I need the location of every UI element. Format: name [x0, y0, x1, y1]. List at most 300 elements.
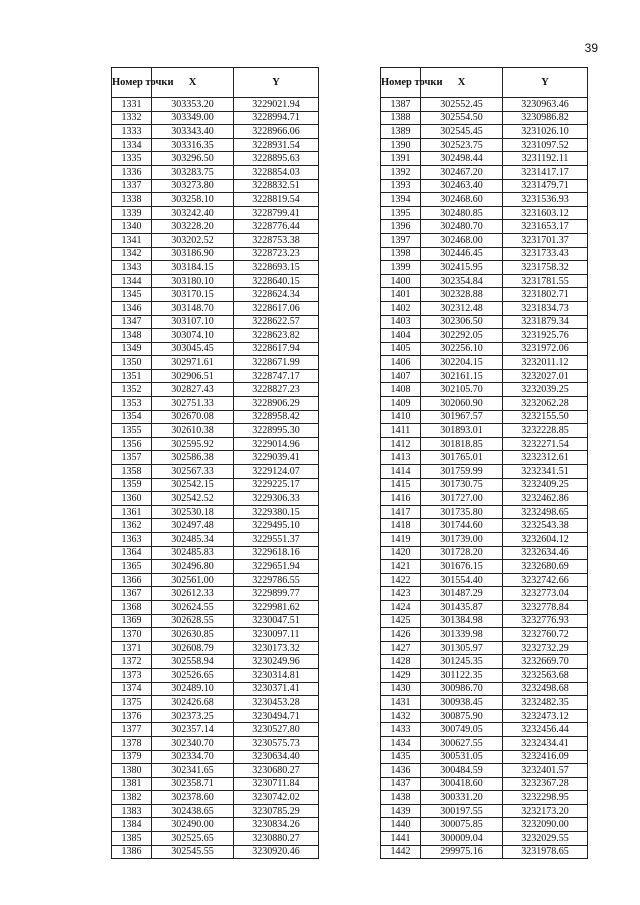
table-row	[112, 465, 319, 479]
point-number-cell: 1439	[381, 804, 421, 818]
x-cell: 301739.00	[421, 533, 503, 547]
table-row	[381, 152, 588, 166]
point-number-cell: 1431	[381, 696, 421, 710]
y-cell: 3232498.68	[503, 682, 588, 696]
y-cell: 3230785.29	[234, 804, 319, 818]
point-number-cell: 1410	[381, 410, 421, 424]
y-cell: 3230711.84	[234, 777, 319, 791]
x-cell: 302751.33	[152, 397, 234, 411]
table-row	[381, 764, 588, 778]
point-number-cell: 1403	[381, 315, 421, 329]
x-cell: 302526.65	[152, 668, 234, 682]
y-cell: 3228622.57	[234, 315, 319, 329]
table-row	[381, 696, 588, 710]
point-number-cell: 1341	[112, 233, 152, 247]
point-number-cell: 1343	[112, 261, 152, 275]
x-cell: 301893.01	[421, 424, 503, 438]
y-cell: 3231603.12	[503, 206, 588, 220]
x-cell: 302497.48	[152, 519, 234, 533]
point-number-cell: 1435	[381, 750, 421, 764]
y-cell: 3232271.54	[503, 437, 588, 451]
point-number-cell: 1363	[112, 533, 152, 547]
point-number-cell: 1440	[381, 818, 421, 832]
point-number-cell: 1356	[112, 437, 152, 451]
y-cell: 3228966.06	[234, 125, 319, 139]
x-cell: 302341.65	[152, 764, 234, 778]
table-row	[112, 845, 319, 859]
table-row	[381, 723, 588, 737]
x-cell: 299975.16	[421, 845, 503, 859]
y-cell: 3228640.15	[234, 274, 319, 288]
y-cell: 3232062.28	[503, 397, 588, 411]
x-cell: 302498.44	[421, 152, 503, 166]
table-row	[381, 655, 588, 669]
point-number-cell: 1442	[381, 845, 421, 859]
point-number-cell: 1395	[381, 206, 421, 220]
y-cell: 3232090.00	[503, 818, 588, 832]
x-cell: 301765.01	[421, 451, 503, 465]
x-cell: 302446.45	[421, 247, 503, 261]
table-row	[381, 193, 588, 207]
x-cell: 302558.94	[152, 655, 234, 669]
x-cell: 300197.55	[421, 804, 503, 818]
x-cell: 302545.45	[421, 125, 503, 139]
x-cell: 303296.50	[152, 152, 234, 166]
table-row	[381, 505, 588, 519]
y-cell: 3230314.81	[234, 668, 319, 682]
table-row	[112, 451, 319, 465]
x-cell: 300749.05	[421, 723, 503, 737]
point-number-cell: 1342	[112, 247, 152, 261]
point-number-cell: 1347	[112, 315, 152, 329]
y-cell: 3231802.71	[503, 288, 588, 302]
y-cell: 3228617.06	[234, 301, 319, 315]
x-cell: 302306.50	[421, 315, 503, 329]
y-cell: 3228693.15	[234, 261, 319, 275]
x-cell: 302612.33	[152, 587, 234, 601]
table-row	[381, 736, 588, 750]
table-row	[112, 138, 319, 152]
point-number-cell: 1358	[112, 465, 152, 479]
point-number-cell: 1408	[381, 383, 421, 397]
y-cell: 3229786.55	[234, 573, 319, 587]
point-number-cell: 1332	[112, 111, 152, 125]
point-number-cell: 1383	[112, 804, 152, 818]
x-cell: 303258.10	[152, 193, 234, 207]
table-row	[112, 546, 319, 560]
table-row	[381, 587, 588, 601]
x-cell: 303343.40	[152, 125, 234, 139]
x-cell: 300531.05	[421, 750, 503, 764]
point-number-cell: 1415	[381, 478, 421, 492]
x-cell: 302525.65	[152, 832, 234, 846]
point-number-cell: 1438	[381, 791, 421, 805]
y-cell: 3232760.72	[503, 628, 588, 642]
table-row	[381, 804, 588, 818]
table-row	[112, 600, 319, 614]
point-number-cell: 1380	[112, 764, 152, 778]
x-cell: 303184.15	[152, 261, 234, 275]
x-cell: 302468.00	[421, 233, 503, 247]
x-cell: 302906.51	[152, 369, 234, 383]
table-row	[112, 682, 319, 696]
table-row	[112, 125, 319, 139]
y-cell: 3232773.04	[503, 587, 588, 601]
y-cell: 3230742.02	[234, 791, 319, 805]
y-cell: 3228827.23	[234, 383, 319, 397]
x-cell: 303353.20	[152, 98, 234, 112]
x-cell: 301384.98	[421, 614, 503, 628]
point-number-cell: 1373	[112, 668, 152, 682]
point-number-cell: 1429	[381, 668, 421, 682]
y-cell: 3232604.12	[503, 533, 588, 547]
x-cell: 302624.55	[152, 600, 234, 614]
table-row	[112, 478, 319, 492]
y-cell: 3228799.41	[234, 206, 319, 220]
table-row	[112, 152, 319, 166]
x-cell: 302256.10	[421, 342, 503, 356]
y-cell: 3228747.17	[234, 369, 319, 383]
x-cell: 303180.10	[152, 274, 234, 288]
y-cell: 3232680.69	[503, 560, 588, 574]
table-row	[112, 533, 319, 547]
y-cell: 3232498.65	[503, 505, 588, 519]
y-cell: 3232341.51	[503, 465, 588, 479]
table-row	[112, 818, 319, 832]
y-cell: 3229380.15	[234, 505, 319, 519]
y-cell: 3231925.76	[503, 329, 588, 343]
y-cell: 3228776.44	[234, 220, 319, 234]
x-cell: 301554.40	[421, 573, 503, 587]
x-cell: 300009.04	[421, 832, 503, 846]
table-header-row	[381, 68, 588, 98]
header-x: X	[152, 68, 234, 98]
table-row	[112, 723, 319, 737]
y-cell: 3230494.71	[234, 709, 319, 723]
y-cell: 3228906.29	[234, 397, 319, 411]
x-cell: 301730.75	[421, 478, 503, 492]
x-cell: 302438.65	[152, 804, 234, 818]
x-cell: 302373.25	[152, 709, 234, 723]
y-cell: 3228623.82	[234, 329, 319, 343]
table-row	[112, 356, 319, 370]
point-number-cell: 1420	[381, 546, 421, 560]
point-number-cell: 1416	[381, 492, 421, 506]
x-cell: 302530.18	[152, 505, 234, 519]
y-cell: 3232434.41	[503, 736, 588, 750]
table-row	[381, 315, 588, 329]
y-cell: 3230527.80	[234, 723, 319, 737]
x-cell: 302204.15	[421, 356, 503, 370]
point-number-cell: 1393	[381, 179, 421, 193]
table-row	[112, 492, 319, 506]
y-cell: 3229618.16	[234, 546, 319, 560]
x-cell: 300627.55	[421, 736, 503, 750]
table-row	[112, 410, 319, 424]
x-cell: 302340.70	[152, 736, 234, 750]
table-row	[112, 261, 319, 275]
x-cell: 302628.55	[152, 614, 234, 628]
x-cell: 302827.43	[152, 383, 234, 397]
y-cell: 3228819.54	[234, 193, 319, 207]
header-point-number: Номер точки	[112, 68, 152, 98]
x-cell: 301245.35	[421, 655, 503, 669]
table-row	[112, 288, 319, 302]
y-cell: 3230453.28	[234, 696, 319, 710]
y-cell: 3232027.01	[503, 369, 588, 383]
point-number-cell: 1337	[112, 179, 152, 193]
x-cell: 302463.40	[421, 179, 503, 193]
y-cell: 3230986.82	[503, 111, 588, 125]
table-row	[112, 437, 319, 451]
y-cell: 3232462.86	[503, 492, 588, 506]
y-cell: 3232742.66	[503, 573, 588, 587]
table-header-row	[112, 68, 319, 98]
y-cell: 3228995.30	[234, 424, 319, 438]
table-row	[112, 165, 319, 179]
point-number-cell: 1340	[112, 220, 152, 234]
point-number-cell: 1425	[381, 614, 421, 628]
table-row	[381, 492, 588, 506]
point-number-cell: 1376	[112, 709, 152, 723]
table-row	[112, 587, 319, 601]
table-row	[112, 560, 319, 574]
point-number-cell: 1368	[112, 600, 152, 614]
table-row	[381, 519, 588, 533]
y-cell: 3228994.71	[234, 111, 319, 125]
point-number-cell: 1430	[381, 682, 421, 696]
y-cell: 3232732.29	[503, 641, 588, 655]
point-number-cell: 1344	[112, 274, 152, 288]
y-cell: 3229124.07	[234, 465, 319, 479]
table-row	[381, 437, 588, 451]
x-cell: 303074.10	[152, 329, 234, 343]
table-row	[381, 709, 588, 723]
table-row	[112, 573, 319, 587]
point-number-cell: 1406	[381, 356, 421, 370]
table-row	[381, 220, 588, 234]
point-number-cell: 1375	[112, 696, 152, 710]
point-number-cell: 1346	[112, 301, 152, 315]
x-cell: 301676.15	[421, 560, 503, 574]
x-cell: 302595.92	[152, 437, 234, 451]
point-number-cell: 1412	[381, 437, 421, 451]
y-cell: 3232312.61	[503, 451, 588, 465]
x-cell: 301487.29	[421, 587, 503, 601]
x-cell: 302485.34	[152, 533, 234, 547]
point-number-cell: 1348	[112, 329, 152, 343]
point-number-cell: 1432	[381, 709, 421, 723]
x-cell: 302480.85	[421, 206, 503, 220]
y-cell: 3228931.54	[234, 138, 319, 152]
point-number-cell: 1407	[381, 369, 421, 383]
y-cell: 3231536.93	[503, 193, 588, 207]
table-row	[112, 777, 319, 791]
point-number-cell: 1394	[381, 193, 421, 207]
point-number-cell: 1365	[112, 560, 152, 574]
x-cell: 302670.08	[152, 410, 234, 424]
point-number-cell: 1335	[112, 152, 152, 166]
x-cell: 302523.75	[421, 138, 503, 152]
point-number-cell: 1334	[112, 138, 152, 152]
table-row	[381, 274, 588, 288]
x-cell: 301435.87	[421, 600, 503, 614]
x-cell: 302586.38	[152, 451, 234, 465]
y-cell: 3232482.35	[503, 696, 588, 710]
right-table-body	[381, 98, 588, 859]
x-cell: 303349.00	[152, 111, 234, 125]
y-cell: 3229551.37	[234, 533, 319, 547]
header-y: Y	[503, 68, 588, 98]
y-cell: 3232409.25	[503, 478, 588, 492]
point-number-cell: 1389	[381, 125, 421, 139]
table-row	[381, 750, 588, 764]
point-number-cell: 1434	[381, 736, 421, 750]
y-cell: 3228723.23	[234, 247, 319, 261]
table-row	[381, 369, 588, 383]
point-number-cell: 1424	[381, 600, 421, 614]
x-cell: 302105.70	[421, 383, 503, 397]
table-row	[381, 329, 588, 343]
y-cell: 3232473.12	[503, 709, 588, 723]
y-cell: 3231978.65	[503, 845, 588, 859]
point-number-cell: 1422	[381, 573, 421, 587]
table-row	[381, 791, 588, 805]
point-number-cell: 1361	[112, 505, 152, 519]
point-number-cell: 1405	[381, 342, 421, 356]
table-row	[381, 125, 588, 139]
table-row	[381, 301, 588, 315]
point-number-cell: 1387	[381, 98, 421, 112]
y-cell: 3232011.12	[503, 356, 588, 370]
table-row	[112, 98, 319, 112]
y-cell: 3229899.77	[234, 587, 319, 601]
y-cell: 3229306.33	[234, 492, 319, 506]
point-number-cell: 1436	[381, 764, 421, 778]
point-number-cell: 1409	[381, 397, 421, 411]
table-row	[112, 193, 319, 207]
x-cell: 303107.10	[152, 315, 234, 329]
table-row	[112, 301, 319, 315]
y-cell: 3232776.93	[503, 614, 588, 628]
point-number-cell: 1396	[381, 220, 421, 234]
table-row	[112, 668, 319, 682]
point-number-cell: 1360	[112, 492, 152, 506]
point-number-cell: 1426	[381, 628, 421, 642]
y-cell: 3231701.37	[503, 233, 588, 247]
x-cell: 301735.80	[421, 505, 503, 519]
x-cell: 302630.85	[152, 628, 234, 642]
table-row	[112, 179, 319, 193]
x-cell: 302312.48	[421, 301, 503, 315]
point-number-cell: 1379	[112, 750, 152, 764]
x-cell: 302354.84	[421, 274, 503, 288]
table-row	[381, 465, 588, 479]
left-table-body	[112, 98, 319, 859]
x-cell: 302480.70	[421, 220, 503, 234]
x-cell: 300986.70	[421, 682, 503, 696]
x-cell: 300331.20	[421, 791, 503, 805]
x-cell: 302485.83	[152, 546, 234, 560]
point-number-cell: 1351	[112, 369, 152, 383]
x-cell: 302608.79	[152, 641, 234, 655]
x-cell: 303316.35	[152, 138, 234, 152]
x-cell: 303148.70	[152, 301, 234, 315]
point-number-cell: 1392	[381, 165, 421, 179]
point-number-cell: 1336	[112, 165, 152, 179]
table-row	[381, 560, 588, 574]
point-number-cell: 1338	[112, 193, 152, 207]
x-cell: 302378.60	[152, 791, 234, 805]
point-number-cell: 1441	[381, 832, 421, 846]
x-cell: 300938.45	[421, 696, 503, 710]
y-cell: 3232669.70	[503, 655, 588, 669]
table-row	[112, 274, 319, 288]
x-cell: 302489.10	[152, 682, 234, 696]
point-number-cell: 1372	[112, 655, 152, 669]
table-row	[112, 791, 319, 805]
point-number-cell: 1418	[381, 519, 421, 533]
point-number-cell: 1333	[112, 125, 152, 139]
point-number-cell: 1362	[112, 519, 152, 533]
y-cell: 3232456.44	[503, 723, 588, 737]
point-number-cell: 1366	[112, 573, 152, 587]
x-cell: 302415.95	[421, 261, 503, 275]
x-cell: 302610.38	[152, 424, 234, 438]
x-cell: 302357.14	[152, 723, 234, 737]
table-row	[112, 206, 319, 220]
point-number-cell: 1352	[112, 383, 152, 397]
x-cell: 302542.52	[152, 492, 234, 506]
table-row	[112, 655, 319, 669]
x-cell: 302468.60	[421, 193, 503, 207]
x-cell: 301967.57	[421, 410, 503, 424]
x-cell: 303242.40	[152, 206, 234, 220]
table-row	[381, 206, 588, 220]
y-cell: 3228617.94	[234, 342, 319, 356]
table-row	[381, 288, 588, 302]
point-number-cell: 1349	[112, 342, 152, 356]
x-cell: 302328.88	[421, 288, 503, 302]
point-number-cell: 1357	[112, 451, 152, 465]
table-row	[381, 451, 588, 465]
x-cell: 302060.90	[421, 397, 503, 411]
y-cell: 3230097.11	[234, 628, 319, 642]
point-number-cell: 1421	[381, 560, 421, 574]
point-number-cell: 1371	[112, 641, 152, 655]
table-row	[112, 709, 319, 723]
point-number-cell: 1377	[112, 723, 152, 737]
point-number-cell: 1402	[381, 301, 421, 315]
table-row	[381, 342, 588, 356]
point-number-cell: 1374	[112, 682, 152, 696]
y-cell: 3230047.51	[234, 614, 319, 628]
y-cell: 3230963.46	[503, 98, 588, 112]
table-row	[381, 832, 588, 846]
y-cell: 3231026.10	[503, 125, 588, 139]
point-number-cell: 1388	[381, 111, 421, 125]
point-number-cell: 1350	[112, 356, 152, 370]
point-number-cell: 1354	[112, 410, 152, 424]
y-cell: 3232563.68	[503, 668, 588, 682]
header-x: X	[421, 68, 503, 98]
table-row	[112, 764, 319, 778]
point-number-cell: 1386	[112, 845, 152, 859]
point-number-cell: 1411	[381, 424, 421, 438]
table-row	[381, 533, 588, 547]
point-number-cell: 1370	[112, 628, 152, 642]
table-row	[112, 315, 319, 329]
